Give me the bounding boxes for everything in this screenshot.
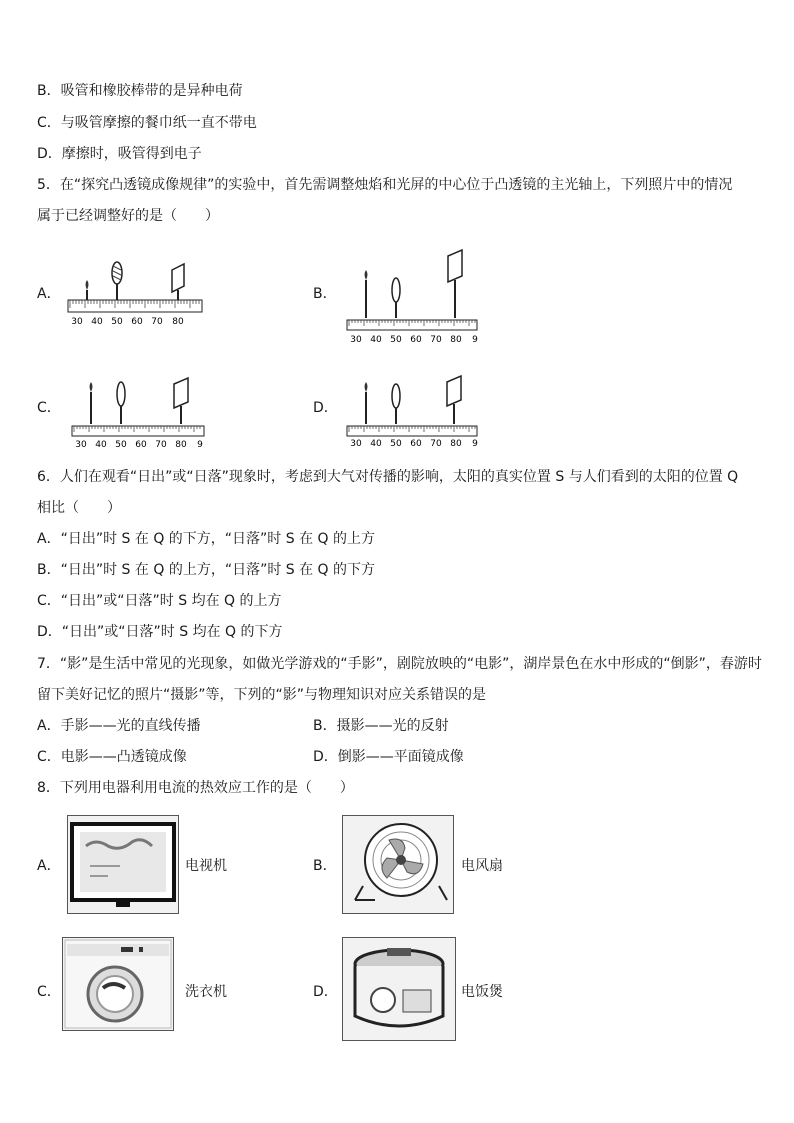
q5-stem-line1: 5．在“探究凸透镜成像规律”的实验中，首先需调整烛焰和光屏的中心位于凸透镜的主光轴上，下列照片中的情况 [37, 177, 733, 193]
ruler-tick-label: 70 [151, 317, 163, 327]
q8-caption-d: 电饭煲 [461, 984, 503, 1000]
q4-option-b: B．吸管和橡胶棒带的是异种电荷 [37, 83, 243, 99]
ruler-tick-label: 40 [370, 335, 382, 345]
q7-stem-line1: 7．“影”是生活中常见的光现象，如做光学游戏的“手影”，剧院放映的“电影”，湖岸景色在水中形成的“倒影”，春游时 [37, 656, 762, 672]
ruler-tick-label: 30 [71, 317, 83, 327]
washing-machine-icon [63, 938, 173, 1030]
q5-stem-line2: 属于已经调整好的是（ ） [37, 208, 219, 224]
q5-apparatus-d [345, 372, 480, 450]
q6-stem-line2: 相比（ ） [37, 500, 121, 516]
q8-caption-b: 电风扇 [461, 858, 503, 874]
screen-icon [174, 378, 188, 424]
ruler-tick-label: 60 [135, 440, 147, 450]
ruler-tick-label: 70 [430, 335, 442, 345]
ruler-tick-labels [350, 439, 478, 449]
lens-icon [392, 278, 400, 318]
q5-apparatus-a [66, 256, 206, 328]
ruler-tick-labels [75, 440, 203, 450]
q7-stem-line2: 留下美好记忆的照片“摄影”等，下列的“影”与物理知识对应关系错误的是 [37, 687, 487, 703]
ruler-tick-label: 30 [350, 335, 362, 345]
candle-icon [365, 382, 368, 424]
screen-icon [447, 376, 461, 424]
q8-label-b: B． [313, 858, 337, 874]
ruler-tick-label: 70 [155, 440, 167, 450]
ruler-tick-label: 80 [450, 439, 462, 449]
screen-icon [448, 250, 462, 318]
lens-icon [392, 384, 400, 424]
q6-stem-line1: 6．人们在观看“日出”或“日落”现象时，考虑到大气对传播的影响，太阳的真实位置 S 与人们看到的太阳的位置 Q [37, 469, 739, 485]
ruler-tick-label: 60 [410, 335, 422, 345]
ruler-tick-label: 60 [131, 317, 143, 327]
ruler-tick-label: 50 [390, 439, 402, 449]
q6-option-a: A．“日出”时 S 在 Q 的下方，“日落”时 S 在 Q 的上方 [37, 531, 376, 547]
q5-apparatus-c [70, 372, 208, 452]
ruler-tick-label: 80 [450, 335, 462, 345]
ruler-tick-label: 40 [95, 440, 107, 450]
ruler-tick-label: 30 [350, 439, 362, 449]
ruler-tick-label: 9 [472, 439, 478, 449]
ruler-tick-labels [71, 317, 184, 327]
q5-label-d: D． [313, 400, 338, 416]
q8-caption-c: 洗衣机 [185, 984, 227, 1000]
ruler-tick-label: 60 [410, 439, 422, 449]
tv-photo [67, 815, 179, 914]
screen-icon [172, 264, 184, 300]
ruler-tick-labels [350, 335, 478, 345]
q8-stem: 8．下列用电器利用电流的热效应工作的是（ ） [37, 780, 354, 796]
candle-icon [86, 280, 89, 300]
rice-cooker-icon [343, 938, 455, 1040]
electric-fan-icon [343, 816, 453, 913]
q7-option-c: C．电影——凸透镜成像 [37, 749, 187, 765]
q6-option-d: D．“日出”或“日落”时 S 均在 Q 的下方 [37, 624, 283, 640]
q8-caption-a: 电视机 [185, 858, 227, 874]
q7-option-d: D．倒影——平面镜成像 [313, 749, 464, 765]
q5-label-a: A． [37, 286, 61, 302]
q8-label-a: A． [37, 858, 61, 874]
ruler-tick-label: 30 [75, 440, 87, 450]
fan-photo [342, 815, 454, 914]
ruler-tick-label: 50 [390, 335, 402, 345]
q8-label-d: D． [313, 984, 338, 1000]
ruler-tick-label: 9 [197, 440, 203, 450]
q7-option-b: B．摄影——光的反射 [313, 718, 449, 734]
rice-cooker-photo [342, 937, 456, 1041]
ruler-tick-label: 80 [172, 317, 184, 327]
ruler-tick-label: 9 [472, 335, 478, 345]
ruler-tick-label: 40 [370, 439, 382, 449]
q4-option-c: C．与吸管摩擦的餐巾纸一直不带电 [37, 115, 257, 131]
q6-option-c: C．“日出”或“日落”时 S 均在 Q 的上方 [37, 593, 282, 609]
q6-option-b: B．“日出”时 S 在 Q 的上方，“日落”时 S 在 Q 的下方 [37, 562, 376, 578]
candle-icon [90, 382, 93, 424]
lens-icon [112, 262, 122, 300]
washer-photo [62, 937, 174, 1031]
ruler-tick-label: 50 [115, 440, 127, 450]
q8-label-c: C． [37, 984, 61, 1000]
q7-option-a: A．手影——光的直线传播 [37, 718, 201, 734]
ruler-tick-label: 80 [175, 440, 187, 450]
q5-label-c: C． [37, 400, 61, 416]
ruler-tick-label: 40 [91, 317, 103, 327]
ruler-tick-label: 70 [430, 439, 442, 449]
lens-icon [117, 382, 125, 424]
candle-icon [365, 270, 368, 318]
television-icon [68, 816, 178, 913]
ruler-tick-label: 50 [111, 317, 123, 327]
q5-apparatus-b [345, 246, 480, 346]
q5-label-b: B． [313, 286, 337, 302]
q4-option-d: D．摩擦时，吸管得到电子 [37, 146, 202, 162]
